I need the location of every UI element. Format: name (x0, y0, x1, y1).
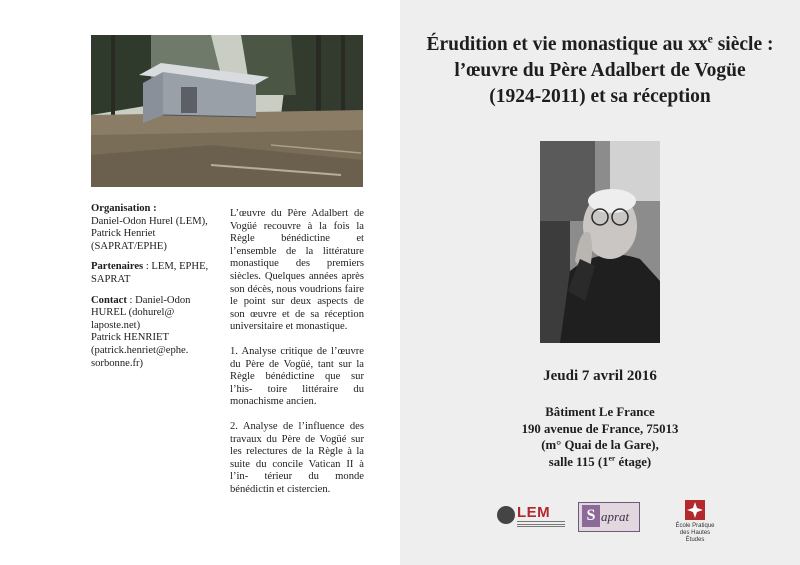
venue-line-1: Bâtiment Le France (545, 405, 655, 419)
lem-emblem-icon (497, 506, 515, 524)
lem-subtitle-lines (517, 521, 565, 529)
organisation-label: Organisation : (91, 203, 157, 214)
title-superscript: e (707, 32, 713, 46)
partenaires-label: Partenaires (91, 261, 144, 273)
partenaires-text: : LEM, EPHE, SAPRAT (91, 261, 209, 285)
title-line-1-end: siècle : (712, 34, 774, 55)
description-column (230, 208, 364, 508)
intro-paragraph: L’œuvre du Père Adalbert de Vogüé recouvre à la fois la Règle bénédictine et l’ensemble de la littérature monastique des premiers siècles. Quelques années après son décès, nous voudrions faire le point sur deux aspects de son œuvre et de sa réception universitaire et monastique. (230, 208, 364, 333)
partenaires-block (91, 261, 209, 286)
organisation-block (91, 203, 209, 253)
event-venue (405, 404, 795, 470)
title-line-2: l’œuvre du Père Adalbert de Vogüe (454, 60, 746, 81)
venue-line-4 (405, 454, 795, 471)
venue-floor: étage) (615, 454, 652, 469)
saprat-initial: S (582, 505, 600, 527)
lem-logo-text: LEM (517, 504, 551, 521)
portrait-photo (540, 141, 660, 343)
point-2-paragraph: 2. Analyse de l’influence des travaux du Père de Vogüé sur les relectures de la Règle à la suite du concile Vatican II à l’in- térieur du monde bénédictin et cistercien. (230, 420, 364, 495)
ephe-logo (673, 500, 717, 542)
ephe-emblem-icon (685, 500, 705, 520)
point-1-paragraph: 1. Analyse critique de l’œuvre du Père de Vogüé, tant sur la Règle bénédictine que sur l’his- toire littéraire du monachisme ancien. (230, 345, 364, 408)
venue-line-2: 190 avenue de France, 75013 (521, 421, 679, 436)
saprat-logo (578, 502, 640, 532)
ephe-logo-text: École Pratique des Hautes Études (675, 523, 715, 543)
title-line-3: (1924-2011) et sa réception (489, 86, 711, 107)
venue-superscript: er (608, 453, 616, 463)
event-title (405, 32, 795, 110)
saprat-frame (578, 502, 640, 532)
contact-block (91, 295, 209, 371)
saprat-logo-text: aprat (601, 509, 630, 524)
title-line-1-text: Érudition et vie monastique au xx (426, 34, 708, 55)
lem-logo (497, 503, 567, 531)
organisation-text: Daniel-Odon Hurel (LEM), Patrick Henriet (SAPRAT/EPHE) (91, 215, 208, 252)
event-date: Jeudi 7 avril 2016 (543, 368, 657, 384)
contact-line1: : Daniel-Odon HUREL (dohurel@ laposte.net) (91, 294, 191, 331)
venue-room: salle 115 (1 (548, 454, 609, 469)
cabin-photo (91, 35, 363, 187)
contact-label: Contact (91, 294, 127, 306)
contact-line2: Patrick HENRIET (patrick.henriet@ephe. sorbonne.fr) (91, 332, 189, 369)
title-line-1 (405, 32, 795, 58)
venue-line-3: (m° Quai de la Gare), (541, 438, 659, 452)
info-column (91, 203, 209, 378)
